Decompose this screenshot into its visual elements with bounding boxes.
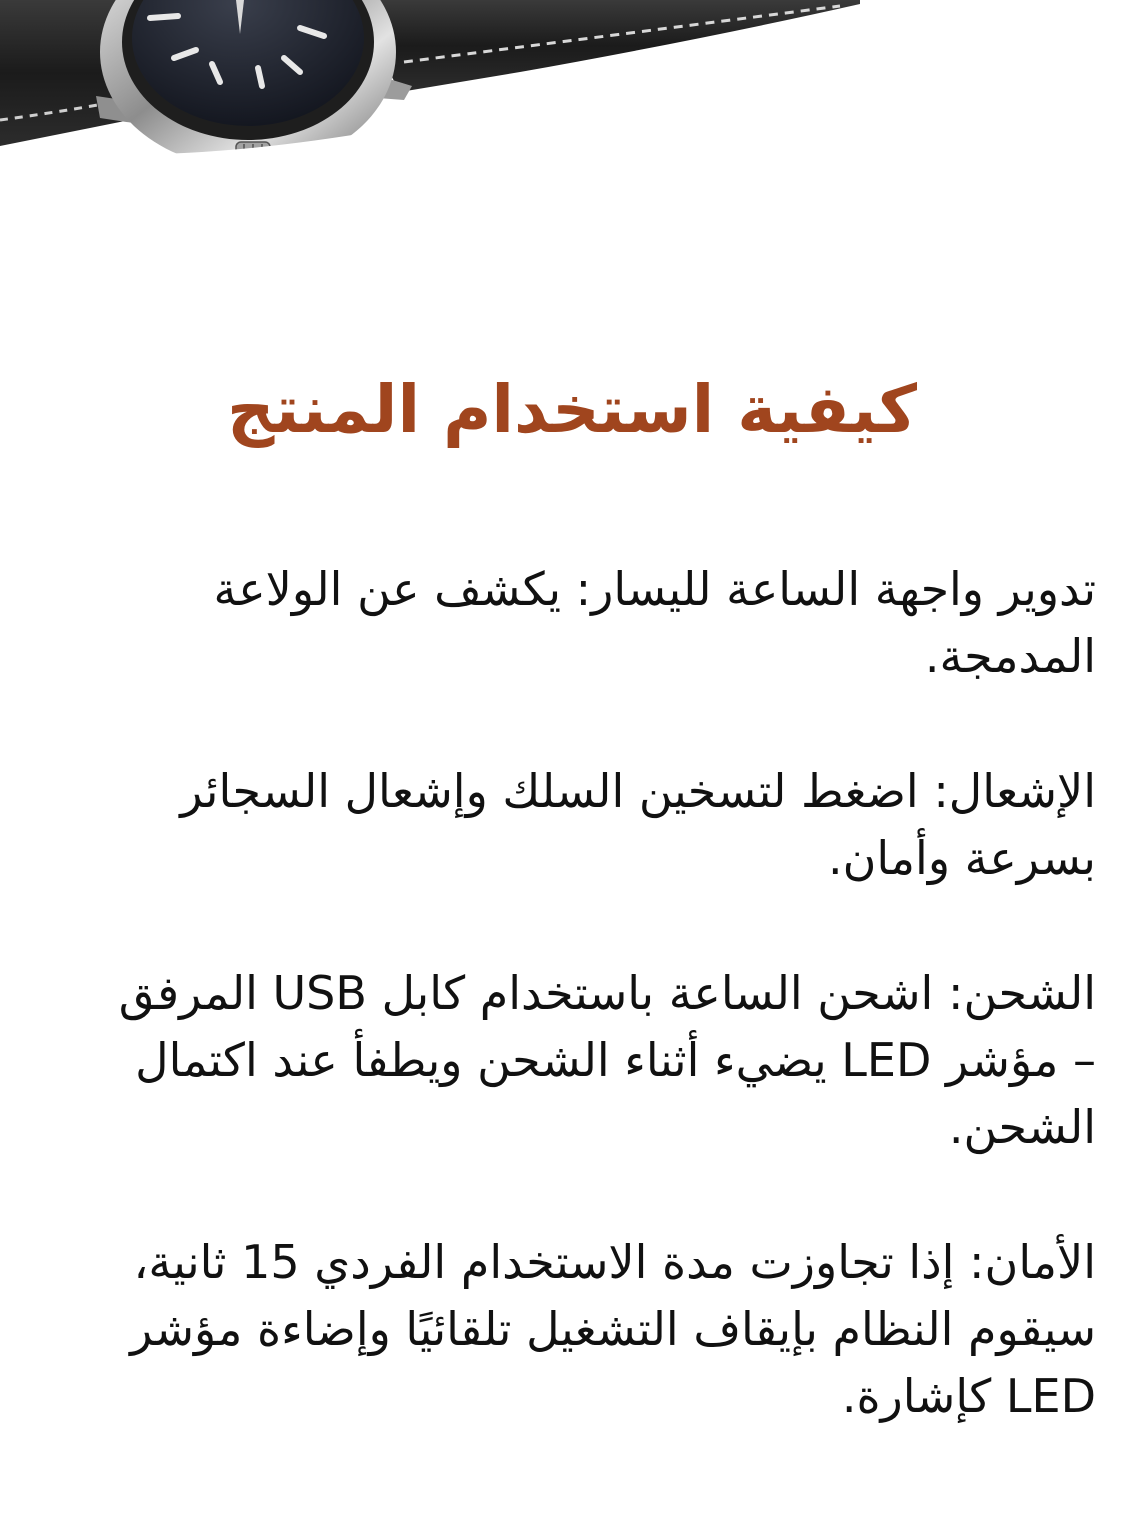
instruction-ignition: الإشعال: اضغط لتسخين السلك وإشعال السجائر بسرعة وأمان.: [180, 764, 1096, 885]
wristwatch-photo-icon: [0, 0, 860, 190]
instruction-rotate: تدوير واجهة الساعة لليسار: يكشف عن الولاعة المدمجة.: [213, 562, 1096, 683]
page-title: كيفية استخدام المنتج: [226, 371, 917, 448]
instruction-safety: الأمان: إذا تجاوزت مدة الاستخدام الفردي 15 ثانية، سيقوم النظام بإيقاف التشغيل تلقائيًا وإضاءة مؤشر LED كإشارة.: [130, 1235, 1096, 1423]
instruction-charging: الشحن: اشحن الساعة باستخدام كابل USB المرفق – مؤشر LED يضيء أثناء الشحن ويطفأ عند اكتمال الشحن.: [118, 966, 1096, 1154]
instructions-list: [86, 556, 1096, 1498]
